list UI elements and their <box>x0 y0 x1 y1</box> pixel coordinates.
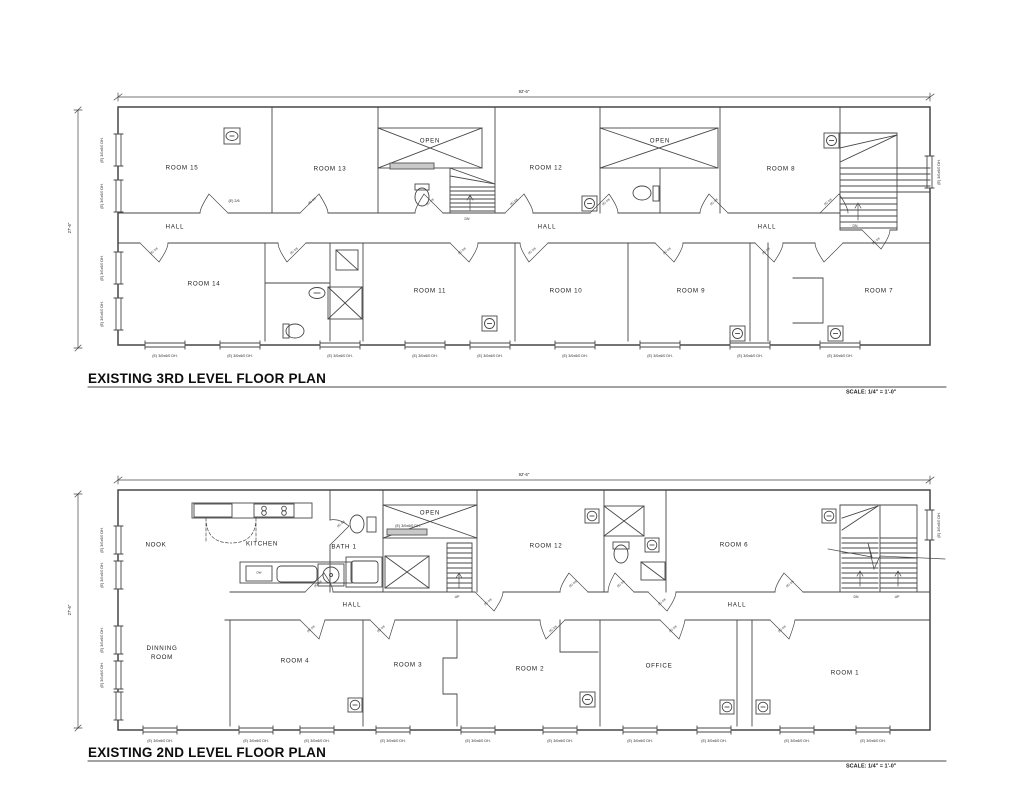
window-size-label: (E) 3/0x6/0 DH. <box>327 353 353 359</box>
room-label-14: ROOM 14 <box>187 280 221 288</box>
open-shaft-label-2: OPEN <box>649 137 671 145</box>
door-size-label: (E) 2/6 <box>662 246 672 256</box>
plan2-scale-note: SCALE: 1/4" = 1'-0" <box>846 763 897 770</box>
door-size-label: (E) 2/6 <box>777 624 787 634</box>
plan2-interior-walls <box>225 490 930 726</box>
window-size-label: (E) 3/0x6/0 DH. <box>395 523 421 529</box>
plan3-title: EXISTING 3RD LEVEL FLOOR PLAN <box>88 371 327 386</box>
door-size-label: (E) 2/6 <box>548 624 558 634</box>
door-size-label: (E) 2/6 <box>425 197 435 207</box>
open-shaft-label-1: OPEN <box>419 137 441 145</box>
window-size-label: (E) 3/0x6/0 DH. <box>99 527 105 553</box>
window-size-label: (E) 3/0x6/0 DH. <box>547 738 573 744</box>
plan2-shafts <box>383 505 644 588</box>
door-size-label: (E) 2/6 <box>149 246 159 256</box>
door-size-label: (E) 2/6 <box>709 197 719 207</box>
plan2-doors <box>300 520 803 639</box>
plan2-fixtures <box>348 509 836 714</box>
door-size-label: (E) 2/6 <box>457 246 467 256</box>
room-label-nook: NOOK <box>145 541 167 549</box>
plan2-bath1 <box>346 515 382 587</box>
room-label-15: ROOM 15 <box>165 164 199 172</box>
door-size-label: (E) 2/6 <box>568 579 578 589</box>
room-label-6: ROOM 6 <box>719 541 749 549</box>
plan2-title: EXISTING 2ND LEVEL FLOOR PLAN <box>88 745 327 760</box>
window-size-label: (E) 3/0x6/0 DH. <box>99 137 105 163</box>
window-size-label: (E) 3/0x6/0 DH. <box>99 301 105 327</box>
door-size-label: (E) 2/6 <box>871 236 881 246</box>
stair-up-label-2f-right: UP <box>894 595 900 599</box>
plan3-dimension-lines <box>74 93 934 351</box>
plan3-width-dimension: 92'-6" <box>518 89 530 95</box>
window-size-label: (E) 3/0x6/0 DH. <box>227 353 253 359</box>
door-size-label: (E) 2/6 <box>336 519 346 529</box>
plan2-stairs <box>447 505 945 592</box>
door-size-label: (E) 2/6 <box>289 246 299 256</box>
window-size-label: (E) 3/0x6/0 DH. <box>412 353 438 359</box>
plan3-windows <box>114 134 934 349</box>
door-size-label: (E) 2/6 <box>509 197 519 207</box>
door-size-label: (E) 2/6 <box>527 246 537 256</box>
window-size-label: (E) 3/0x6/0 DH. <box>99 255 105 281</box>
door-size-label: (E) 2/6 <box>823 197 833 207</box>
room-label-9: ROOM 9 <box>676 287 706 295</box>
door-size-label: (E) 2/6 <box>376 624 386 634</box>
window-size-label: (E) 3/0x6/0 DH. <box>936 512 942 538</box>
window-size-label: (E) 3/0x6/0 DH. <box>827 353 853 359</box>
door-size-label: (E) 2/6 <box>668 624 678 634</box>
window-size-label: (E) 3/0x6/0 DH. <box>627 738 653 744</box>
hall-label-2f-left: HALL <box>342 601 362 609</box>
room-label-office: OFFICE <box>645 662 673 670</box>
stair-dn-label-2f-right: DN <box>853 595 859 599</box>
hall-label-2f-right: HALL <box>727 601 747 609</box>
room-label-kitchen: KITCHEN <box>246 540 278 548</box>
open-shaft-label-2f: OPEN <box>419 509 441 517</box>
window-size-label: (E) 3/0x6/0 DH. <box>99 562 105 588</box>
window-size-label: (E) 3/0x6/0 DH. <box>243 738 269 744</box>
window-size-label: (E) 3/0x6/0 DH. <box>737 353 763 359</box>
window-size-label: (E) 3/0x6/0 DH. <box>647 353 673 359</box>
door-size-label: (E) 2/6 <box>616 579 626 589</box>
door-size-label: (E) 2/6 <box>785 579 795 589</box>
room-label-2: ROOM 2 <box>515 665 545 673</box>
door-size-label: (E) 2/6 <box>306 624 316 634</box>
window-size-label: (E) 3/0x6/0 DH. <box>701 738 727 744</box>
plan3-height-dimension: 27'-6" <box>67 222 73 234</box>
window-size-label: (E) 3/0x6/0 DH. <box>99 662 105 688</box>
hall-label-3f-center: HALL <box>537 223 557 231</box>
door-size-label: (E) 2/6 <box>657 597 667 607</box>
plan2-outer-wall <box>118 490 930 730</box>
plan3-scale-note: SCALE: 1/4" = 1'-0" <box>846 389 897 396</box>
plan3-shafts <box>378 128 718 169</box>
window-size-label: (E) 3/0x6/0 DH. <box>784 738 810 744</box>
door-size-label: (E) 2/6 <box>307 196 317 206</box>
room-label-dining: DINNING ROOM <box>146 645 178 661</box>
stair-up-label-2f-mid: UP <box>454 595 460 599</box>
stair-dn-label-3f-mid: DN <box>464 217 470 221</box>
window-size-label: (E) 3/0x6/0 DH. <box>936 159 942 185</box>
window-size-label: (E) 3/0x6/0 DH. <box>380 738 406 744</box>
window-size-label: (E) 3/0x6/0 DH. <box>147 738 173 744</box>
window-size-label: (E) 3/0x6/0 DH. <box>152 353 178 359</box>
door-size-label: (E) 2/6 <box>228 198 240 204</box>
door-size-label: (E) 2/6 <box>761 246 771 256</box>
room-label-1: ROOM 1 <box>830 669 860 677</box>
room-label-4: ROOM 4 <box>280 657 310 665</box>
window-size-label: (E) 3/0x6/0 DH. <box>304 738 330 744</box>
room-label-8: ROOM 8 <box>766 165 796 173</box>
window-size-label: (E) 3/0x6/0 DH. <box>860 738 886 744</box>
hall-label-3f-left: HALL <box>165 223 185 231</box>
window-size-label: (E) 3/0x6/0 DH. <box>477 353 503 359</box>
stair-dn-label-3f-right: DN <box>852 224 858 228</box>
plan2-width-dimension: 92'-6" <box>518 472 530 478</box>
room-label-bath1: BATH 1 <box>331 543 357 551</box>
window-size-label: (E) 3/0x6/0 DH. <box>562 353 588 359</box>
window-size-label: (E) 3/0x6/0 DH. <box>99 183 105 209</box>
room-label-13: ROOM 13 <box>313 165 347 173</box>
hall-label-3f-right: HALL <box>757 223 777 231</box>
plan2-height-dimension: 27'-6" <box>67 604 73 616</box>
window-size-label: (E) 3/0x6/0 DH. <box>465 738 491 744</box>
plan2-dimension-lines <box>74 476 934 731</box>
room-label-3: ROOM 3 <box>393 661 423 669</box>
door-size-label: (E) 2/6 <box>483 597 493 607</box>
dishwasher-label: DW <box>256 571 262 575</box>
room-label-12-3f: ROOM 12 <box>529 164 563 172</box>
plan3-stairs <box>450 135 930 228</box>
room-label-10: ROOM 10 <box>549 287 583 295</box>
window-size-label: (E) 3/0x6/0 DH. <box>99 627 105 653</box>
door-size-label: (E) 2/6 <box>313 579 323 589</box>
plan2-windows <box>114 510 934 734</box>
room-label-12-2f: ROOM 12 <box>529 542 563 550</box>
door-size-label: (E) 2/6 <box>601 197 611 207</box>
room-label-11: ROOM 11 <box>413 287 447 295</box>
room-label-7: ROOM 7 <box>864 287 894 295</box>
